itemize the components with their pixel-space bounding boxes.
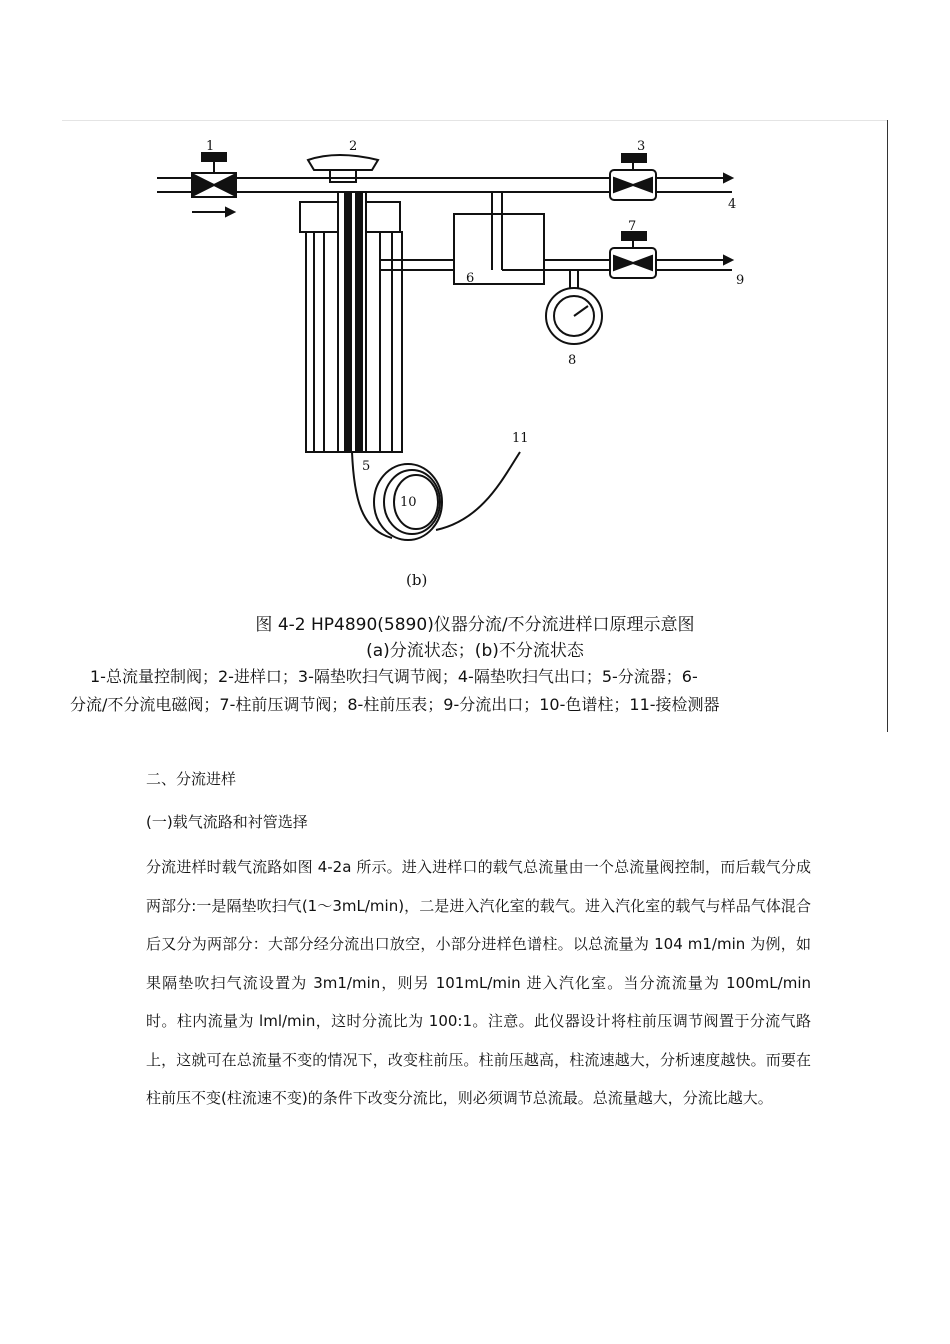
label-3: 3 — [637, 139, 646, 154]
body-paragraph: 分流进样时载气流路如图 4-2a 所示。进入进样口的载气总流量由一个总流量阀控制，而后载气分成两部分:一是隔垫吹扫气(1～3mL/min)，二是进入汽化室的载气。进入汽化室的载气与样品气体混合后又分为两部分：大部分经分流出口放空，小部分进样色谱柱。以总流量为 104 m1/min 为例，如果隔垫吹扫气流设置为 3m1/min，则另 101mL/min 进入汽化室。当分流流量为 100mL/min 时。柱内流量为 lml/min，这时分流比为 100:1。注意。此仪器设计将柱前压调节阀置于分流气路上，这就可在总流量不变的情况下，改变柱前压。柱前压越高，柱流速越大，分析速度越快。而要在柱前压不变(柱流速不变)的条件下改变分流比，则必须调节总流最。总流量越大，分流比越大。 — [146, 858, 811, 1107]
label-9: 9 — [736, 273, 745, 288]
section-subheading: (一)载气流路和衬管选择 — [146, 813, 308, 831]
figure-title: 图 4-2 HP4890(5890)仪器分流/不分流进样口原理示意图 — [255, 615, 695, 635]
label-8: 8 — [568, 353, 577, 368]
label-5: 5 — [362, 459, 371, 474]
liner-wall-right — [356, 192, 362, 452]
label-2: 2 — [349, 139, 358, 154]
valve-1-knob — [202, 153, 226, 161]
split-injector-diagram — [62, 120, 888, 600]
column-outlet — [436, 452, 520, 530]
label-7: 7 — [628, 219, 637, 234]
septum-nut — [308, 155, 378, 170]
label-4: 4 — [728, 197, 737, 212]
figure-legend-line-1: 1-总流量控制阀；2-进样口；3-隔垫吹扫气调节阀；4-隔垫吹扫气出口；5-分流器；6- — [90, 667, 698, 686]
liner-wall-left — [345, 192, 351, 452]
section-heading: 二、分流进样 — [146, 770, 237, 788]
figure-legend-line-2: 分流/不分流电磁阀；7-柱前压调节阀；8-柱前压表；9-分流出口；10-色谱柱；11-接检测器 — [70, 695, 720, 714]
figure — [62, 120, 888, 732]
label-6: 6 — [466, 271, 475, 286]
panel-label: (b) — [406, 571, 428, 589]
label-1: 1 — [206, 139, 215, 154]
label-10: 10 — [400, 495, 417, 510]
label-11: 11 — [512, 431, 529, 446]
valve-3-knob — [622, 154, 646, 162]
figure-subtitle: (a)分流状态；(b)不分流状态 — [366, 641, 584, 661]
